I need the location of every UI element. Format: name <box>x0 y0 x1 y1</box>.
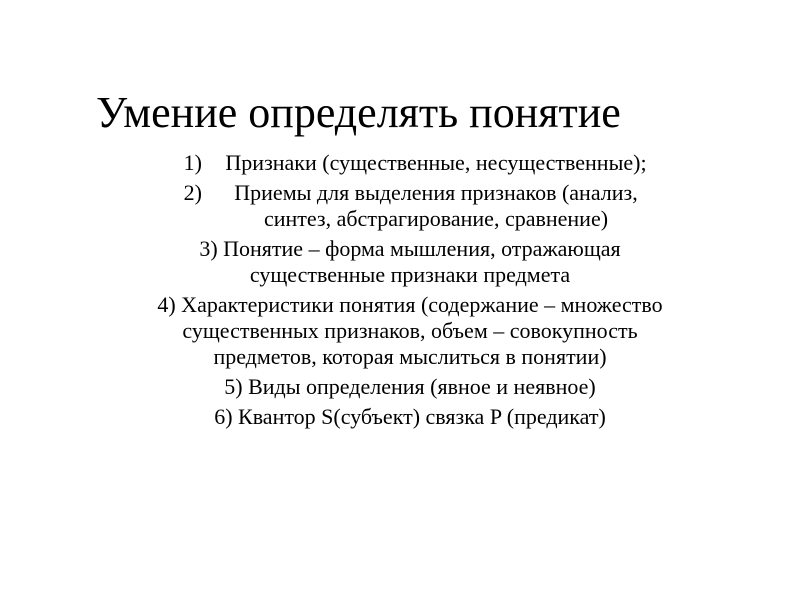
list-item-2-number: 2) <box>183 180 202 205</box>
list-item-2-text: Приемы для выделения признаков (анализ, синтез, абстрагирование, сравнение) <box>234 180 638 231</box>
list-item-6: 6) Квантор S(субъект) связка P (предикат) <box>214 404 606 429</box>
list-item-1-number: 1) <box>183 150 202 175</box>
list-item-1 <box>150 150 670 176</box>
list-item-4: 4) Характеристики понятия (содержание – множество существенных признаков, объем – совокупность предметов, которая мыслиться в понятии) <box>157 292 663 369</box>
list-item-1-text: Признаки (существенные, несущественные); <box>225 150 647 175</box>
list-item-2 <box>150 180 670 232</box>
list-item-5: 5) Виды определения (явное и неявное) <box>224 374 596 399</box>
slide-title: Умение определять понятие <box>96 88 621 137</box>
list-item-3: 3) Понятие – форма мышления, отражающая существенные признаки предмета <box>199 236 621 287</box>
slide-content <box>150 150 670 434</box>
